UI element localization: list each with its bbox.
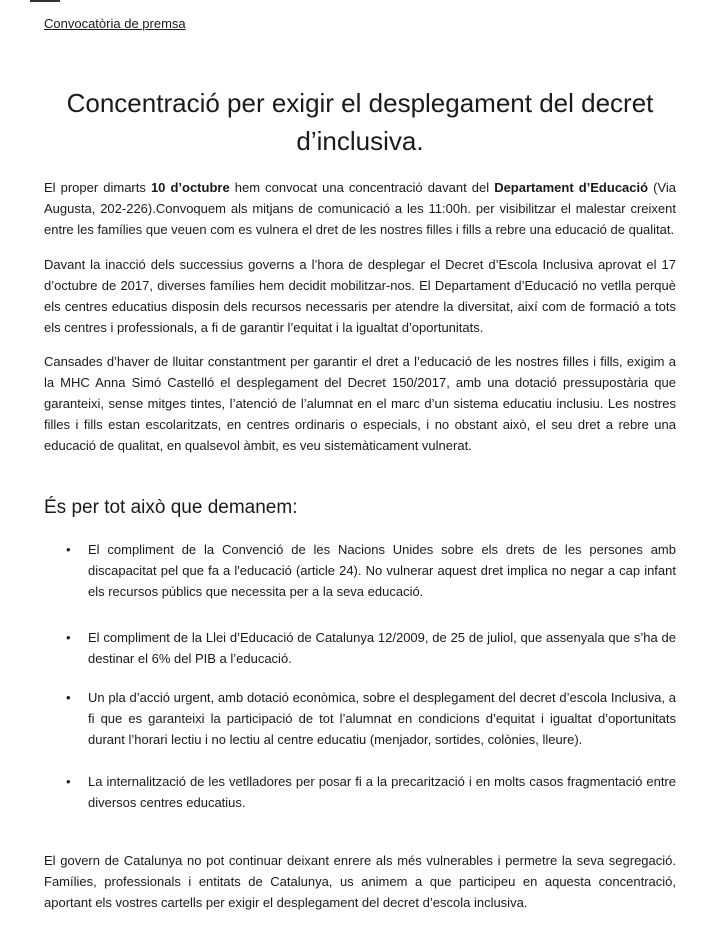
bullet-icon: • bbox=[66, 774, 71, 789]
document-title: Concentració per exigir el desplegament del decret d’inclusiva. bbox=[66, 88, 654, 156]
announcement-text-pre: El proper dimarts bbox=[44, 180, 151, 195]
paragraph-context: Davant la inacció dels successius governs a l’hora de desplegar el Decret d’Escola Inclusiva aprovat el 17 d’octubre de 2017, diverses famílies hem decidit mobilitzar-nos. El Departament d’Educació no vetlla perquè els centres educatius disposin dels recursos necessaris per atendre la diversitat, així com de formació a tots els centres i professionals, a fi de garantir l’equitat i la igualtat d’oportunitats. bbox=[44, 257, 676, 335]
document-kicker: Convocatòria de premsa bbox=[44, 16, 186, 31]
demand-text: El compliment de la Convenció de les Nacions Unides sobre els drets de les persones amb discapacitat pel que fa a l'educació (article 24). No vulnerar aquest dret implica no negar a cap infant els recursos públics que necessita per a la seva educació. bbox=[88, 542, 676, 599]
list-item bbox=[44, 627, 676, 669]
top-edge-mark bbox=[30, 0, 60, 2]
list-item bbox=[44, 771, 676, 813]
bullet-icon: • bbox=[66, 630, 71, 645]
list-item bbox=[44, 687, 676, 750]
bullet-icon: • bbox=[66, 542, 71, 557]
bullet-icon: • bbox=[66, 690, 71, 705]
demand-text: Un pla d’acció urgent, amb dotació econòmica, sobre el desplegament del decret d’escola Inclusiva, a fi que es garanteixi la participació de tot l’alumnat en condicions d’equitat i igualtat d’oportunitats durant l’horari lectiu i no lectiu al centre educatiu (menjador, sortides, colònies, lleure). bbox=[88, 690, 676, 747]
demand-text: El compliment de la Llei d’Educació de Catalunya 12/2009, de 25 de juliol, que assenyala que s’ha de destinar el 6% del PIB a l’educació. bbox=[88, 630, 676, 666]
announcement-text-post: (Via Augusta, 202-226).Convoquem als mitjans de comunicació a les 11:00h. per visibilitzar el malestar creixent entre les famílies que veuen com es vulnera el dret de les nostres filles i fills a rebre una educació de qualitat. bbox=[44, 180, 677, 237]
paragraph-demand-intro: Cansades d’haver de lluitar constantment per garantir el dret a l’educació de les nostres filles i fills, exigim a la MHC Anna Simó Castelló el desplegament del Decret 150/2017, amb una dotació pressupostària que garanteixi, sense mitges tintes, l’atenció de l’alumnat en el marc d’un sistema educatiu inclusiu. Les nostres filles i fills estan escolaritzats, en centres ordinaris o especials, i no obstant això, el seu dret a rebre una educació de qualitat, en qualsevol àmbit, es veu sistemàticament vulnerat. bbox=[44, 354, 676, 453]
list-item bbox=[44, 539, 676, 602]
announcement-text-mid: hem convocat una concentració davant del bbox=[229, 180, 495, 195]
department-name: Departament d’Educació bbox=[494, 180, 649, 195]
demand-text: La internalització de les vetlladores per posar fi a la precarització i en molts casos fragmentació entre diversos centres educatius. bbox=[88, 774, 676, 810]
paragraph-announcement bbox=[44, 177, 676, 240]
paragraph-closing: El govern de Catalunya no pot continuar deixant enrere als més vulnerables i permetre la seva segregació. Famílies, professionals i entitats de Catalunya, us animem a que participeu en aquesta concentració, aportant els vostres cartells per exigir el desplegament del decret d’escola inclusiva. bbox=[44, 853, 676, 910]
demands-heading: És per tot això que demanem: bbox=[44, 497, 298, 518]
event-date: 10 d’octubre bbox=[150, 180, 230, 195]
